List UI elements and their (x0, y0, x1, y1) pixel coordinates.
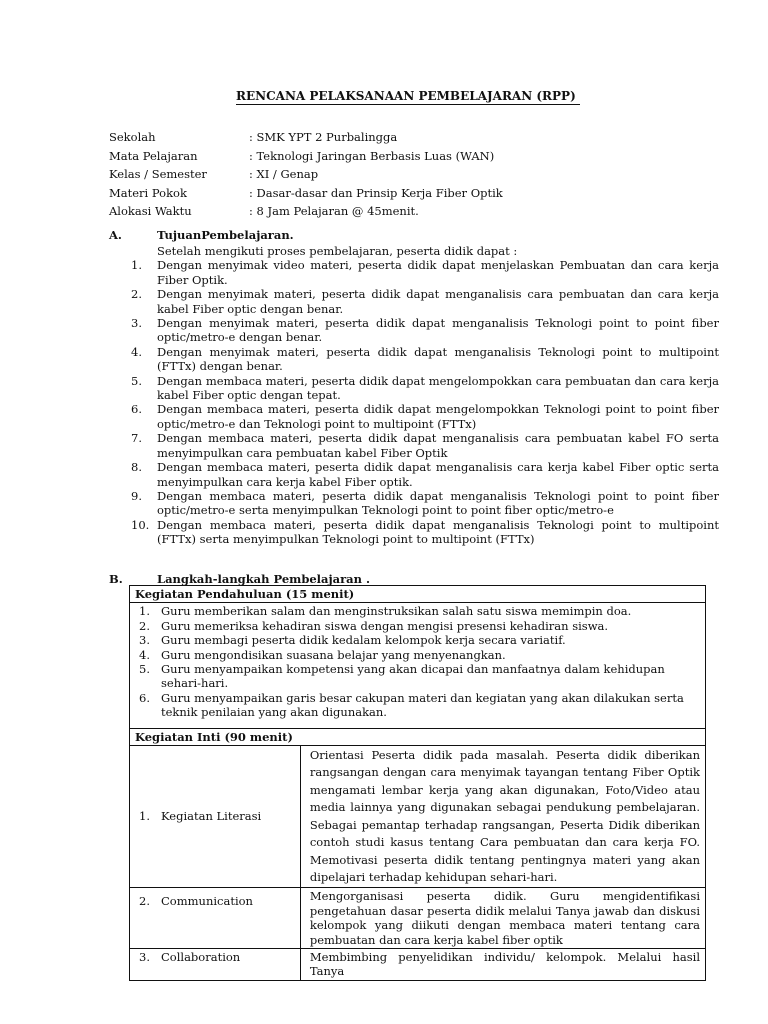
identity-value: : Dasar-dasar dan Prinsip Kerja Fiber Optik (249, 185, 503, 200)
item-number: 3. (139, 949, 150, 964)
item-text: Dengan membaca materi, peserta didik dapat menganalisis cara pembuatan kabel FO serta menyimpulkan cara pembuatan kabel Fiber Optik (157, 431, 719, 460)
list-item (135, 691, 700, 720)
identity-label: Alokasi Waktu (109, 204, 192, 218)
goals-list (109, 258, 719, 546)
list-item (109, 316, 719, 345)
list-item (135, 648, 700, 662)
list-item (135, 662, 700, 691)
item-text: Dengan membaca materi, peserta didik dapat menganalisis Teknologi point to point fiber optic/metro-e serta menyimpulkan Teknologi point to point fiber optic/metro-e (157, 488, 719, 518)
identity-row (109, 184, 669, 203)
list-item (109, 402, 719, 431)
section-learning-goals (109, 228, 719, 547)
item-number: 2. (139, 618, 150, 633)
item-text: Guru membagi peserta didik kedalam kelompok kerja secara variatif. (161, 633, 566, 648)
item-number: 2. (131, 287, 142, 302)
item-number: 3. (139, 633, 150, 648)
item-number: 7. (131, 431, 142, 446)
item-text: Dengan menyimak materi, peserta didik dapat menganalisis Teknologi point to point fiber optic/metro-e dengan benar. (157, 316, 719, 345)
list-item (109, 460, 719, 489)
item-number: 6. (131, 402, 142, 417)
list-item (135, 633, 700, 647)
item-number: 4. (131, 344, 142, 359)
item-text: Dengan membaca materi, peserta didik dapat mengelompokkan Teknologi point to point fiber optic/metro-e dan Teknologi point to multipoint (FTTx) (157, 402, 719, 431)
learning-steps-table (129, 585, 706, 981)
identity-row (109, 202, 669, 221)
list-item (135, 604, 700, 618)
activity-label (135, 950, 295, 964)
identity-value: : 8 Jam Pelajaran @ 45menit. (249, 204, 419, 218)
item-text: Guru memeriksa kehadiran siswa dengan mengisi presensi kehadiran siswa. (161, 618, 609, 633)
item-number: 1. (139, 604, 150, 619)
item-number: 3. (131, 316, 142, 331)
item-text: Dengan membaca materi, peserta didik dapat menganalisis Teknologi point to multipoint (FTTx) serta menyimpulkan Teknologi point to multipoint (FTTx) (157, 517, 719, 547)
list-item (109, 345, 719, 374)
activity-label (135, 894, 295, 908)
identity-label: Kelas / Semester (109, 167, 207, 181)
list-item (109, 287, 719, 316)
item-number: 6. (139, 690, 150, 705)
item-number: 1. (131, 258, 142, 273)
table-row (130, 603, 706, 728)
item-number: 1. (139, 809, 150, 824)
table-row (130, 728, 706, 745)
section-letter: A. (109, 228, 122, 242)
table-row (130, 948, 706, 980)
pendahuluan-header: Kegiatan Pendahuluan (15 menit) (130, 586, 706, 603)
identity-label: Mata Pelajaran (109, 148, 198, 163)
item-text: Guru memberikan salam dan menginstruksikan salah satu siswa memimpin doa. (161, 604, 632, 619)
identity-value: : Teknologi Jaringan Berbasis Luas (WAN) (249, 148, 495, 163)
activity-cell (130, 948, 301, 980)
identity-row (109, 128, 669, 147)
list-item (109, 258, 719, 287)
section-title: Langkah-langkah Pembelajaran . (157, 572, 370, 586)
item-number: 2. (139, 894, 150, 909)
item-text: Dengan menyimak video materi, peserta didik dapat menjelaskan Pembuatan dan cara kerja Fiber Optik. (157, 258, 719, 287)
identity-label: Materi Pokok (109, 185, 187, 200)
table-row (130, 746, 706, 888)
item-number: 4. (139, 647, 150, 662)
section-title: TujuanPembelajaran. (157, 228, 294, 242)
activity-name: Collaboration (161, 949, 241, 964)
activity-cell (130, 746, 301, 888)
pendahuluan-cell (130, 603, 706, 728)
list-item (109, 374, 719, 403)
identity-block (109, 128, 669, 221)
list-item (109, 431, 719, 460)
identity-value: : SMK YPT 2 Purbalingga (249, 130, 398, 144)
activity-description: Orientasi Peserta didik pada masalah. Peserta didik diberikan rangsangan dengan cara menyimak tayangan tentang Fiber Optik mengamati lembar kerja yang akan digunakan, Foto/Video atau media lainnya yang digunakan sebagai pendukung pembelajaran. Sebagai pemantap terhadap rangsangan, Peserta Didik diberikan contoh studi kasus tentang Cara pembuatan dan cara kerja FO. Memotivasi peserta didik tentang pentingnya materi yang akan dipelajari terhadap kehidupan sehari-hari. (300, 746, 705, 888)
activity-description: Membimbing penyelidikan individu/ kelompok. Melalui hasil Tanya (300, 948, 705, 980)
item-text: Dengan menyimak materi, peserta didik dapat menganalisis Teknologi point to multipoint (FTTx) dengan benar. (157, 344, 719, 374)
inti-header: Kegiatan Inti (90 menit) (130, 728, 706, 745)
list-item (109, 489, 719, 518)
item-text: Dengan menyimak materi, peserta didik dapat menganalisis cara pembuatan dan cara kerja kabel Fiber optic dengan benar. (157, 287, 719, 316)
item-number: 5. (139, 662, 150, 677)
identity-value: : XI / Genap (249, 167, 319, 181)
list-item (109, 518, 719, 547)
list-item (135, 619, 700, 633)
item-text: Dengan membaca materi, peserta didik dapat menganalisis cara kerja kabel Fiber optic serta menyimpulkan cara kerja kabel Fiber optik. (157, 460, 719, 489)
activity-cell (130, 888, 301, 949)
table-row (130, 888, 706, 949)
item-number: 8. (131, 460, 142, 475)
section-intro: Setelah mengikuti proses pembelajaran, peserta didik dapat : (157, 244, 518, 258)
item-number: 5. (131, 373, 142, 388)
identity-label: Sekolah (109, 130, 156, 144)
activity-name: Communication (161, 894, 253, 909)
item-number: 10. (131, 517, 150, 532)
section-heading (109, 228, 719, 244)
identity-row (109, 165, 669, 184)
item-text: Guru mengondisikan suasana belajar yang menyenangkan. (161, 647, 506, 662)
section-letter: B. (109, 572, 123, 586)
activity-label (135, 809, 295, 823)
item-number: 9. (131, 488, 142, 503)
item-text: Guru menyampaikan garis besar cakupan materi dan kegiatan yang akan dilakukan serta teknik penilaian yang akan digunakan. (161, 690, 684, 720)
document-title: RENCANA PELAKSANAAN PEMBELAJARAN (RPP) (236, 89, 580, 105)
identity-row (109, 147, 669, 166)
pendahuluan-list (135, 604, 700, 719)
item-text: Guru menyampaikan kompetensi yang akan dicapai dan manfaatnya dalam kehidupan sehari-hari. (161, 662, 665, 691)
item-text: Dengan membaca materi, peserta didik dapat mengelompokkan cara pembuatan dan cara kerja kabel Fiber optic dengan tepat. (157, 373, 719, 403)
activity-name: Kegiatan Literasi (161, 809, 262, 824)
table-row (130, 586, 706, 603)
activity-description: Mengorganisasi peserta didik. Guru mengidentifikasi pengetahuan dasar peserta didik melalui Tanya jawab dan diskusi kelompok yang diikuti dengan membaca materi tentang cara pembuatan dan cara kerja kabel fiber optik (300, 888, 705, 949)
